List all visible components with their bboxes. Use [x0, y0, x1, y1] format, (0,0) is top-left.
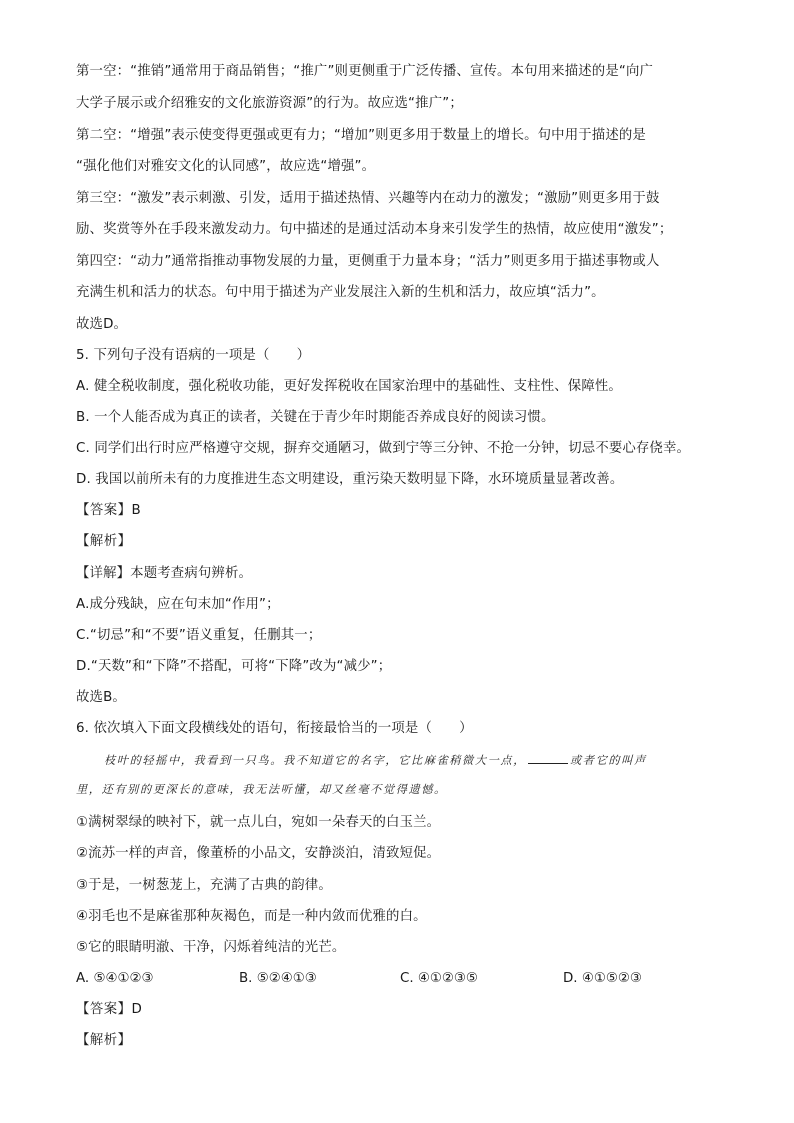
analysis-blank4-line2: 充满生机和活力的状态。句中用于描述为产业发展注入新的生机和活力，故应填“活力”。: [76, 285, 605, 300]
q5-conclusion: 故选B。: [76, 690, 126, 705]
q6-item-4: ④羽毛也不是麻雀那种灰褐色，而是一种内敛而优雅的白。: [76, 909, 427, 924]
analysis-blank1-line1: 第一空：“推销”通常用于商品销售；“推广”则更侧重于广泛传播、宣传。本句用来描述的是“向广: [76, 64, 654, 79]
q6-item-1: ①满树翠绿的映衬下，就一点儿白，宛如一朵春天的白玉兰。: [76, 815, 441, 830]
q5-option-b: B. 一个人能否成为真正的读者，关键在于青少年时期能否养成良好的阅读习惯。: [76, 410, 555, 425]
analysis-blank4-line1: 第四空：“动力”通常指推动事物发展的力量，更侧重于力量本身；“活力”则更多用于描述事物或人: [76, 254, 660, 269]
q6-passage-line1-before: 枝叶的轻摇中，我看到一只鸟。我不知道它的名字，它比麻雀稍微大一点，: [104, 754, 526, 767]
q5-analysis-label: 【解析】: [76, 534, 132, 549]
q6-stem: 6. 依次填入下面文段横线处的语句，衔接最恰当的一项是（ ）: [76, 721, 473, 736]
analysis-conclusion: 故选D。: [76, 317, 128, 332]
q5-stem: 5. 下列句子没有语病的一项是（ ）: [76, 348, 311, 363]
q6-item-2: ②流苏一样的声音，像董桥的小品文，安静淡泊，清致短促。: [76, 846, 441, 861]
analysis-blank2-line1: 第二空：“增强”表示使变得更强或更有力；“增加”则更多用于数量上的增长。句中用于描述的是: [76, 128, 646, 143]
analysis-blank1-line2: 大学子展示或介绍雅安的文化旅游资源”的行为。故应选“推广”；: [76, 96, 463, 111]
q5-detail: 【详解】本题考查病句辨析。: [76, 566, 253, 581]
q5-reason-c: C.“切忌”和“不要”语义重复，任删其一；: [76, 628, 322, 643]
analysis-blank3-line2: 励、奖赏等外在手段来激发动力。句中描述的是通过活动本身来引发学生的热情，故应使用“激发”；: [76, 222, 673, 237]
q6-item-5: ⑤它的眼睛明澈、干净，闪烁着纯洁的光芒。: [76, 940, 346, 955]
q5-reason-a: A.成分残缺，应在句末加“作用”；: [76, 597, 280, 612]
q5-option-d: D. 我国以前所未有的力度推进生态文明建设，重污染天数明显下降，水环境质量显著改善。: [76, 472, 624, 487]
q5-reason-d: D.“天数”和“下降”不搭配，可将“下降”改为“减少”；: [76, 659, 392, 674]
q6-blank-line: [528, 752, 568, 764]
analysis-blank3-line1: 第三空：“激发”表示刺激、引发，适用于描述热情、兴趣等内在动力的激发；“激励”则更多用于鼓: [76, 191, 660, 206]
q6-analysis-label: 【解析】: [76, 1033, 132, 1048]
analysis-blank2-line2: “强化他们对雅安文化的认同感”，故应选“增强”。: [76, 159, 376, 174]
q6-option-c: C. ④①②③⑤: [400, 971, 478, 986]
q6-option-b: B. ⑤②④①③: [239, 971, 317, 986]
q6-answer: 【答案】D: [76, 1002, 143, 1017]
q6-option-d: D. ④①⑤②③: [563, 971, 642, 986]
q5-option-c: C. 同学们出行时应严格遵守交规，摒弃交通陋习，做到宁等三分钟、不抢一分钟，切忌不要心存侥幸。: [76, 441, 691, 456]
q5-option-a: A. 健全税收制度，强化税收功能，更好发挥税收在国家治理中的基础性、支柱性、保障性。: [76, 379, 622, 394]
q6-item-3: ③于是，一树葱茏上，充满了古典的韵律。: [76, 878, 332, 893]
q6-passage-line2: 里，还有别的更深长的意味，我无法听懂，却又丝毫不觉得遗憾。: [76, 783, 447, 796]
q6-passage-line1: [104, 752, 647, 769]
q6-option-a: A. ⑤④①②③: [76, 971, 154, 986]
q5-answer: 【答案】B: [76, 503, 142, 518]
q6-passage-line1-after: 或者它的叫声: [570, 754, 647, 767]
